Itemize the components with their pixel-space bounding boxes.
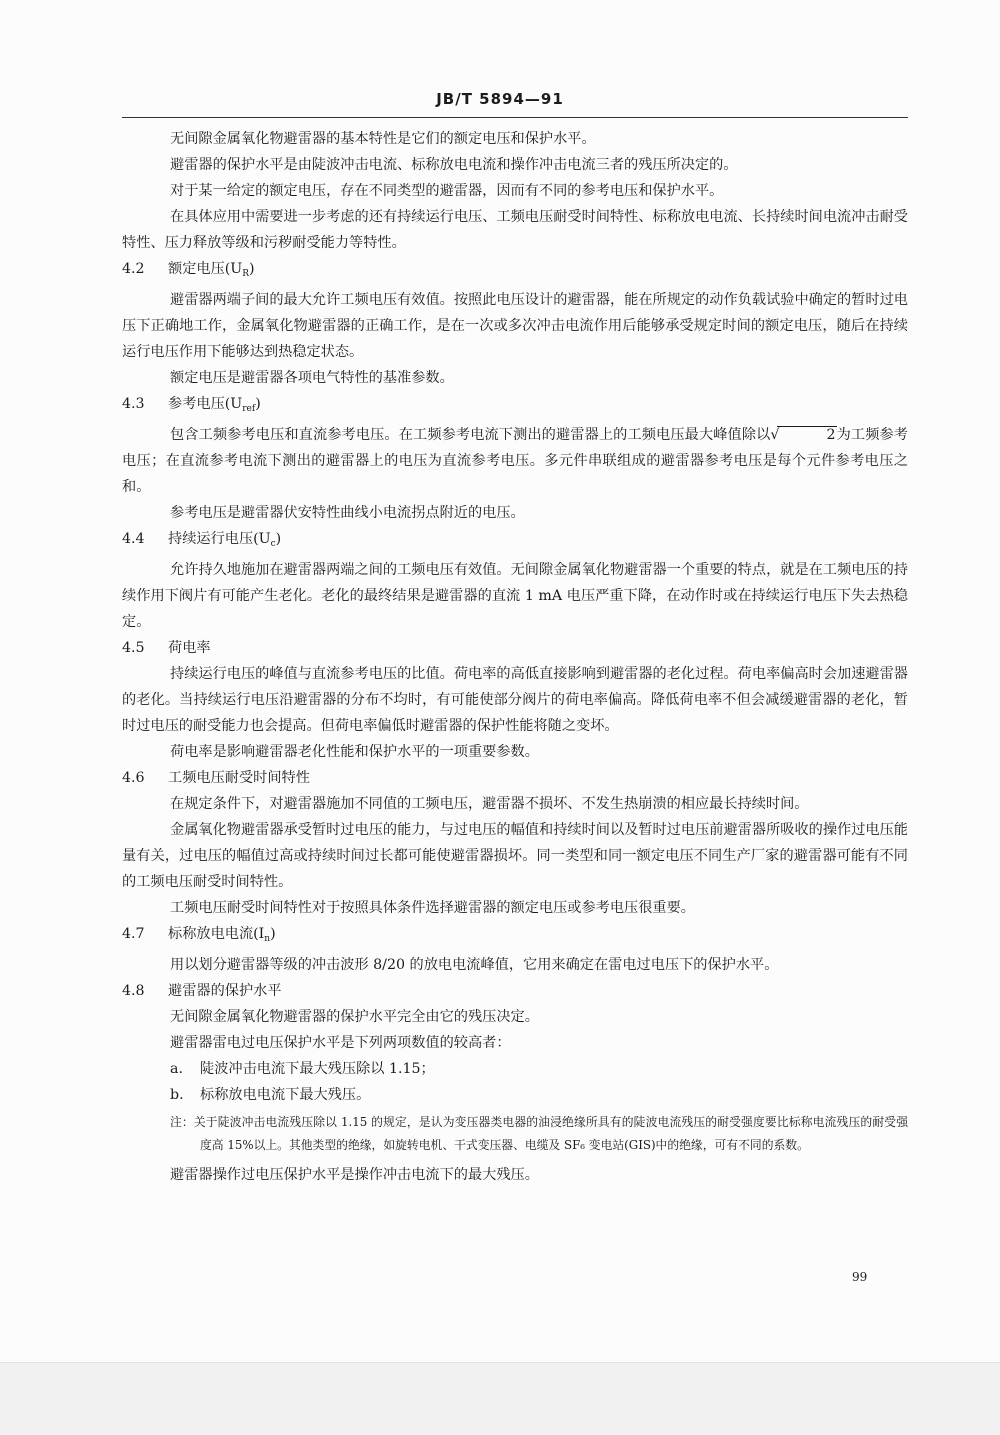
paragraph: 避雷器的保护水平是由陡波冲击电流、标称放电电流和操作冲击电流三者的残压所决定的。 [170, 157, 738, 173]
paragraph: 允许持久地施加在避雷器两端之间的工频电压有效值。无间隙金属氧化物避雷器一个重要的特点，就是在工频电压的持续作用下阀片有可能产生老化。老化的最终结果是避雷器的直流 1 mA 电压严重下降，在动作时或在持续运行电压下失去热稳定。 [122, 562, 908, 630]
paragraph: 额定电压是避雷器各项电气特性的基准参数。 [170, 370, 454, 386]
paragraph: 避雷器两端子间的最大允许工频电压有效值。按照此电压设计的避雷器，能在所规定的动作负载试验中确定的暂时过电压下正确地工作，金属氧化物避雷器的正确工作，是在一次或多次冲击电流作用后能够承受规定时间的额定电压，随后在持续运行电压作用下能够达到热稳定状态。 [122, 292, 908, 360]
section-title-end: ) [270, 926, 276, 942]
subscript: c [270, 539, 276, 549]
list-item-text: 陡波冲击电流下最大残压除以 1.15； [200, 1061, 435, 1077]
paragraph [122, 422, 908, 500]
paragraph-text: 为工频参考电压；在直流参考电流下测出的避雷器上的电压为直流参考电压。多元件串联组成的避雷器参考电压是每个元件参考电压之和。 [122, 427, 908, 495]
sqrt-symbol: √ [770, 427, 780, 443]
section-title-end: ) [275, 531, 282, 547]
paragraph: 避雷器操作过电压保护水平是操作冲击电流下的最大残压。 [170, 1167, 539, 1183]
note: 注：关于陡波冲击电流残压除以 1.15 的规定，是认为变压器类电器的油浸绝缘所具有的陡波电流残压的耐受强度要比标称电流残压的耐受强度高 15%以上。其他类型的绝缘，如旋转电机、干式变压器、电缆及 SF₆ 变电站(GIS)中的绝缘，可有不同的系数。 [170, 1115, 908, 1152]
header-rule [122, 117, 908, 118]
paragraph: 持续运行电压的峰值与直流参考电压的比值。荷电率的高低直接影响到避雷器的老化过程。荷电率偏高时会加速避雷器的老化。当持续运行电压沿避雷器的分布不均时，有可能使部分阀片的荷电率偏高。降低荷电率不但会减缓避雷器的老化，暂时过电压的耐受能力也会提高。但荷电率偏低时避雷器的保护性能将随之变坏。 [122, 666, 908, 734]
list-item-label: a. [170, 1061, 183, 1077]
paragraph: 工频电压耐受时间特性对于按照具体条件选择避雷器的额定电压或参考电压很重要。 [170, 900, 695, 916]
section-title: 避雷器的保护水平 [168, 983, 282, 999]
section-title-end: ) [249, 261, 255, 277]
section-number: 4.6 [122, 770, 145, 786]
section-number: 4.4 [122, 531, 145, 547]
sqrt-radicand: 2 [777, 426, 836, 443]
section-number: 4.2 [122, 261, 145, 277]
section-heading-4-8 [122, 978, 908, 1004]
section-title: 参考电压(U [168, 396, 243, 412]
list-item [122, 1056, 908, 1082]
subscript: n [264, 934, 271, 944]
section-heading-4-2 [122, 256, 908, 287]
section-title: 标称放电电流(I [168, 926, 265, 942]
viewer-bottom-strip [0, 1362, 1000, 1435]
section-title-end: ) [255, 396, 261, 412]
paragraph: 荷电率是影响避雷器老化性能和保护水平的一项重要参数。 [170, 744, 539, 760]
section-number: 4.8 [122, 983, 145, 999]
section-title: 额定电压(U [168, 261, 243, 277]
list-item-label: b. [170, 1087, 184, 1103]
subscript: ref [242, 404, 256, 414]
section-number: 4.5 [122, 640, 145, 656]
subscript: R [242, 269, 250, 279]
paragraph: 避雷器雷电过电压保护水平是下列两项数值的较高者： [170, 1035, 511, 1051]
section-title: 工频电压耐受时间特性 [168, 770, 310, 786]
paragraph: 对于某一给定的额定电压，存在不同类型的避雷器，因而有不同的参考电压和保护水平。 [170, 183, 724, 199]
section-heading-4-6 [122, 765, 908, 791]
paragraph: 无间隙金属氧化物避雷器的基本特性是它们的额定电压和保护水平。 [170, 131, 596, 147]
list-item [122, 1082, 908, 1108]
section-heading-4-5 [122, 635, 908, 661]
paragraph: 在规定条件下，对避雷器施加不同值的工频电压，避雷器不损坏、不发生热崩溃的相应最长持续时间。 [170, 796, 809, 812]
section-title: 荷电率 [168, 640, 211, 656]
paragraph: 参考电压是避雷器伏安特性曲线小电流拐点附近的电压。 [170, 505, 525, 521]
section-heading-4-4 [122, 526, 908, 557]
section-title: 持续运行电压(U [168, 531, 271, 547]
section-number: 4.3 [122, 396, 145, 412]
section-number: 4.7 [122, 926, 145, 942]
paragraph: 用以划分避雷器等级的冲击波形 8/20 的放电电流峰值，它用来确定在雷电过电压下的保护水平。 [170, 957, 779, 973]
page-number: 99 [852, 1270, 868, 1284]
section-heading-4-7 [122, 921, 908, 952]
paragraph: 金属氧化物避雷器承受暂时过电压的能力，与过电压的幅值和持续时间以及暂时过电压前避雷器所吸收的操作过电压能量有关，过电压的幅值过高或持续时间过长都可能使避雷器损坏。同一类型和同一额定电压不同生产厂家的避雷器可能有不同的工频电压耐受时间特性。 [122, 822, 908, 890]
list-item-text: 标称放电电流下最大残压。 [200, 1087, 371, 1103]
paragraph: 无间隙金属氧化物避雷器的保护水平完全由它的残压决定。 [170, 1009, 539, 1025]
section-heading-4-3 [122, 391, 908, 422]
paragraph: 在具体应用中需要进一步考虑的还有持续运行电压、工频电压耐受时间特性、标称放电电流、长持续时间电流冲击耐受特性、压力释放等级和污秽耐受能力等特性。 [122, 209, 908, 251]
paragraph-text: 包含工频参考电压和直流参考电压。在工频参考电流下测出的避雷器上的工频电压最大峰值除以 [170, 427, 771, 443]
document-body [122, 126, 908, 1188]
standard-number-header: JB/T 5894—91 [436, 90, 564, 108]
